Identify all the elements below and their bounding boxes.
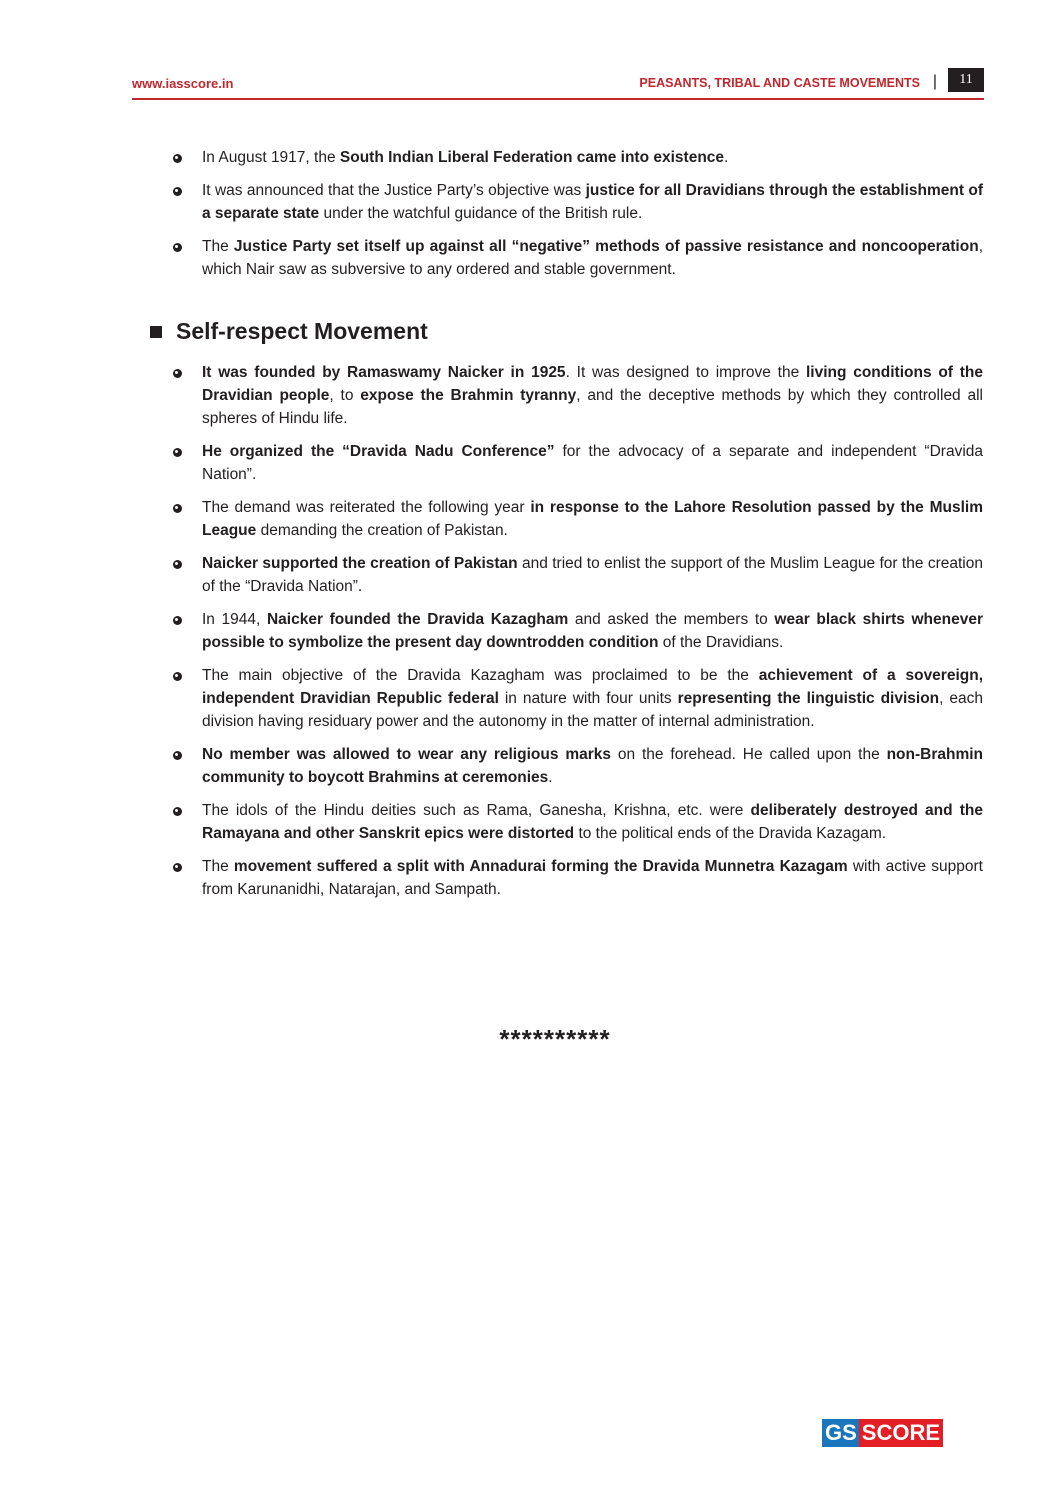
bold-text: Justice Party set itself up against all “negative” methods of passive resistance and noncooperation [233, 238, 979, 255]
bold-text: expose the Brahmin tyranny [360, 387, 577, 404]
list-item [171, 146, 983, 169]
text: on the forehead. He called upon the [611, 746, 887, 763]
bold-text: deliberately destroyed and the Ramayana and other Sanskrit epics were distorted [202, 802, 983, 842]
text: In 1944, [202, 611, 267, 628]
list-item [171, 855, 983, 901]
logo-score: SCORE [859, 1419, 943, 1447]
page-header [132, 68, 984, 100]
intro-content [171, 146, 983, 291]
bold-text: No member was allowed to wear any religious marks [202, 746, 611, 763]
intro-bullet-list [171, 146, 983, 281]
bold-text: wear black shirts whenever possible to symbolize the present day downtrodden condition [202, 611, 983, 651]
text: under the watchful guidance of the British rule. [319, 205, 643, 222]
text: demanding the creation of Pakistan. [256, 522, 508, 539]
text: . [724, 149, 729, 166]
text: , to [329, 387, 361, 404]
text: in nature with four units [498, 690, 678, 707]
bullet-dot-icon [173, 751, 182, 760]
logo-gs: GS [822, 1419, 859, 1447]
text: and tried to enlist the support of the Muslim League for the creation of the “Dravida Nation”. [202, 555, 983, 595]
section-bullet-list [171, 361, 983, 901]
bullet-dot-icon [173, 863, 182, 872]
text: It was announced that the Justice Party’s objective was [202, 182, 586, 199]
text: , and the deceptive methods by which they controlled all spheres of Hindu life. [202, 387, 983, 427]
text: The [202, 238, 234, 255]
header-separator: | [932, 73, 937, 90]
section-heading [150, 318, 983, 345]
site-url-link[interactable]: www.iasscore.in [132, 76, 234, 91]
bullet-dot-icon [173, 369, 182, 378]
bold-text: justice for all Dravidians through the establishment of a separate state [202, 182, 983, 222]
list-item [171, 799, 983, 845]
bullet-dot-icon [173, 504, 182, 513]
text: The demand was reiterated the following year [202, 499, 531, 516]
bold-text: South Indian Liberal Federation came into existence [339, 149, 725, 166]
header-divider [132, 98, 984, 100]
list-item [171, 179, 983, 225]
text: and asked the members to [568, 611, 775, 628]
bullet-dot-icon [173, 560, 182, 569]
list-item [171, 664, 983, 733]
bullet-dot-icon [173, 154, 182, 163]
bold-text: movement suffered a split with Annadurai forming the Dravida Munnetra Kazagam [233, 858, 848, 875]
bold-text: He organized the “Dravida Nadu Conference” [202, 443, 555, 460]
list-item [171, 361, 983, 430]
text: . It was designed to improve the [565, 364, 806, 381]
text: , each division having residuary power and the autonomy in the matter of internal administration. [202, 690, 983, 730]
running-title: PEASANTS, TRIBAL AND CASTE MOVEMENTS [639, 76, 920, 90]
text: The idols of the Hindu deities such as Rama, Ganesha, Krishna, etc. were [202, 802, 751, 819]
bold-text: living conditions of the Dravidian people [202, 364, 983, 404]
text: The main objective of the Dravida Kazagham was proclaimed to be the [202, 667, 759, 684]
text: , which Nair saw as subversive to any ordered and stable government. [202, 238, 983, 278]
page-number: 11 [948, 68, 984, 92]
text: . [548, 769, 553, 786]
text: for the advocacy of a separate and independent “Dravida Nation”. [202, 443, 983, 483]
bold-text: achievement of a sovereign, independent Dravidian Republic federal [202, 667, 984, 707]
bullet-dot-icon [173, 672, 182, 681]
bold-text: non-Brahmin community to boycott Brahmins at ceremonies [202, 746, 984, 786]
list-item [171, 235, 983, 281]
text: of the Dravidians. [658, 634, 784, 651]
gsscore-logo [822, 1419, 943, 1447]
bold-text: representing the linguistic division [677, 690, 940, 707]
bold-text: Naicker founded the Dravida Kazagham [266, 611, 569, 628]
list-item [171, 608, 983, 654]
bold-text: It was founded by Ramaswamy Naicker in 1925 [202, 364, 566, 381]
section-heading-text: Self-respect Movement [176, 318, 428, 344]
square-bullet-icon [150, 326, 162, 338]
text: with active support from Karunanidhi, Natarajan, and Sampath. [202, 858, 983, 898]
bold-text: in response to the Lahore Resolution passed by the Muslim League [202, 499, 983, 539]
list-item [171, 552, 983, 598]
list-item [171, 743, 983, 789]
bullet-dot-icon [173, 243, 182, 252]
text: In August 1917, the [202, 149, 340, 166]
text: to the political ends of the Dravida Kazagam. [574, 825, 887, 842]
bullet-dot-icon [173, 448, 182, 457]
text: The [202, 858, 234, 875]
self-respect-section [150, 318, 983, 911]
list-item [171, 496, 983, 542]
bullet-dot-icon [173, 616, 182, 625]
bullet-dot-icon [173, 807, 182, 816]
bullet-dot-icon [173, 187, 182, 196]
list-item [171, 440, 983, 486]
bold-text: Naicker supported the creation of Pakistan [202, 555, 518, 572]
end-mark: ********** [499, 1024, 611, 1054]
